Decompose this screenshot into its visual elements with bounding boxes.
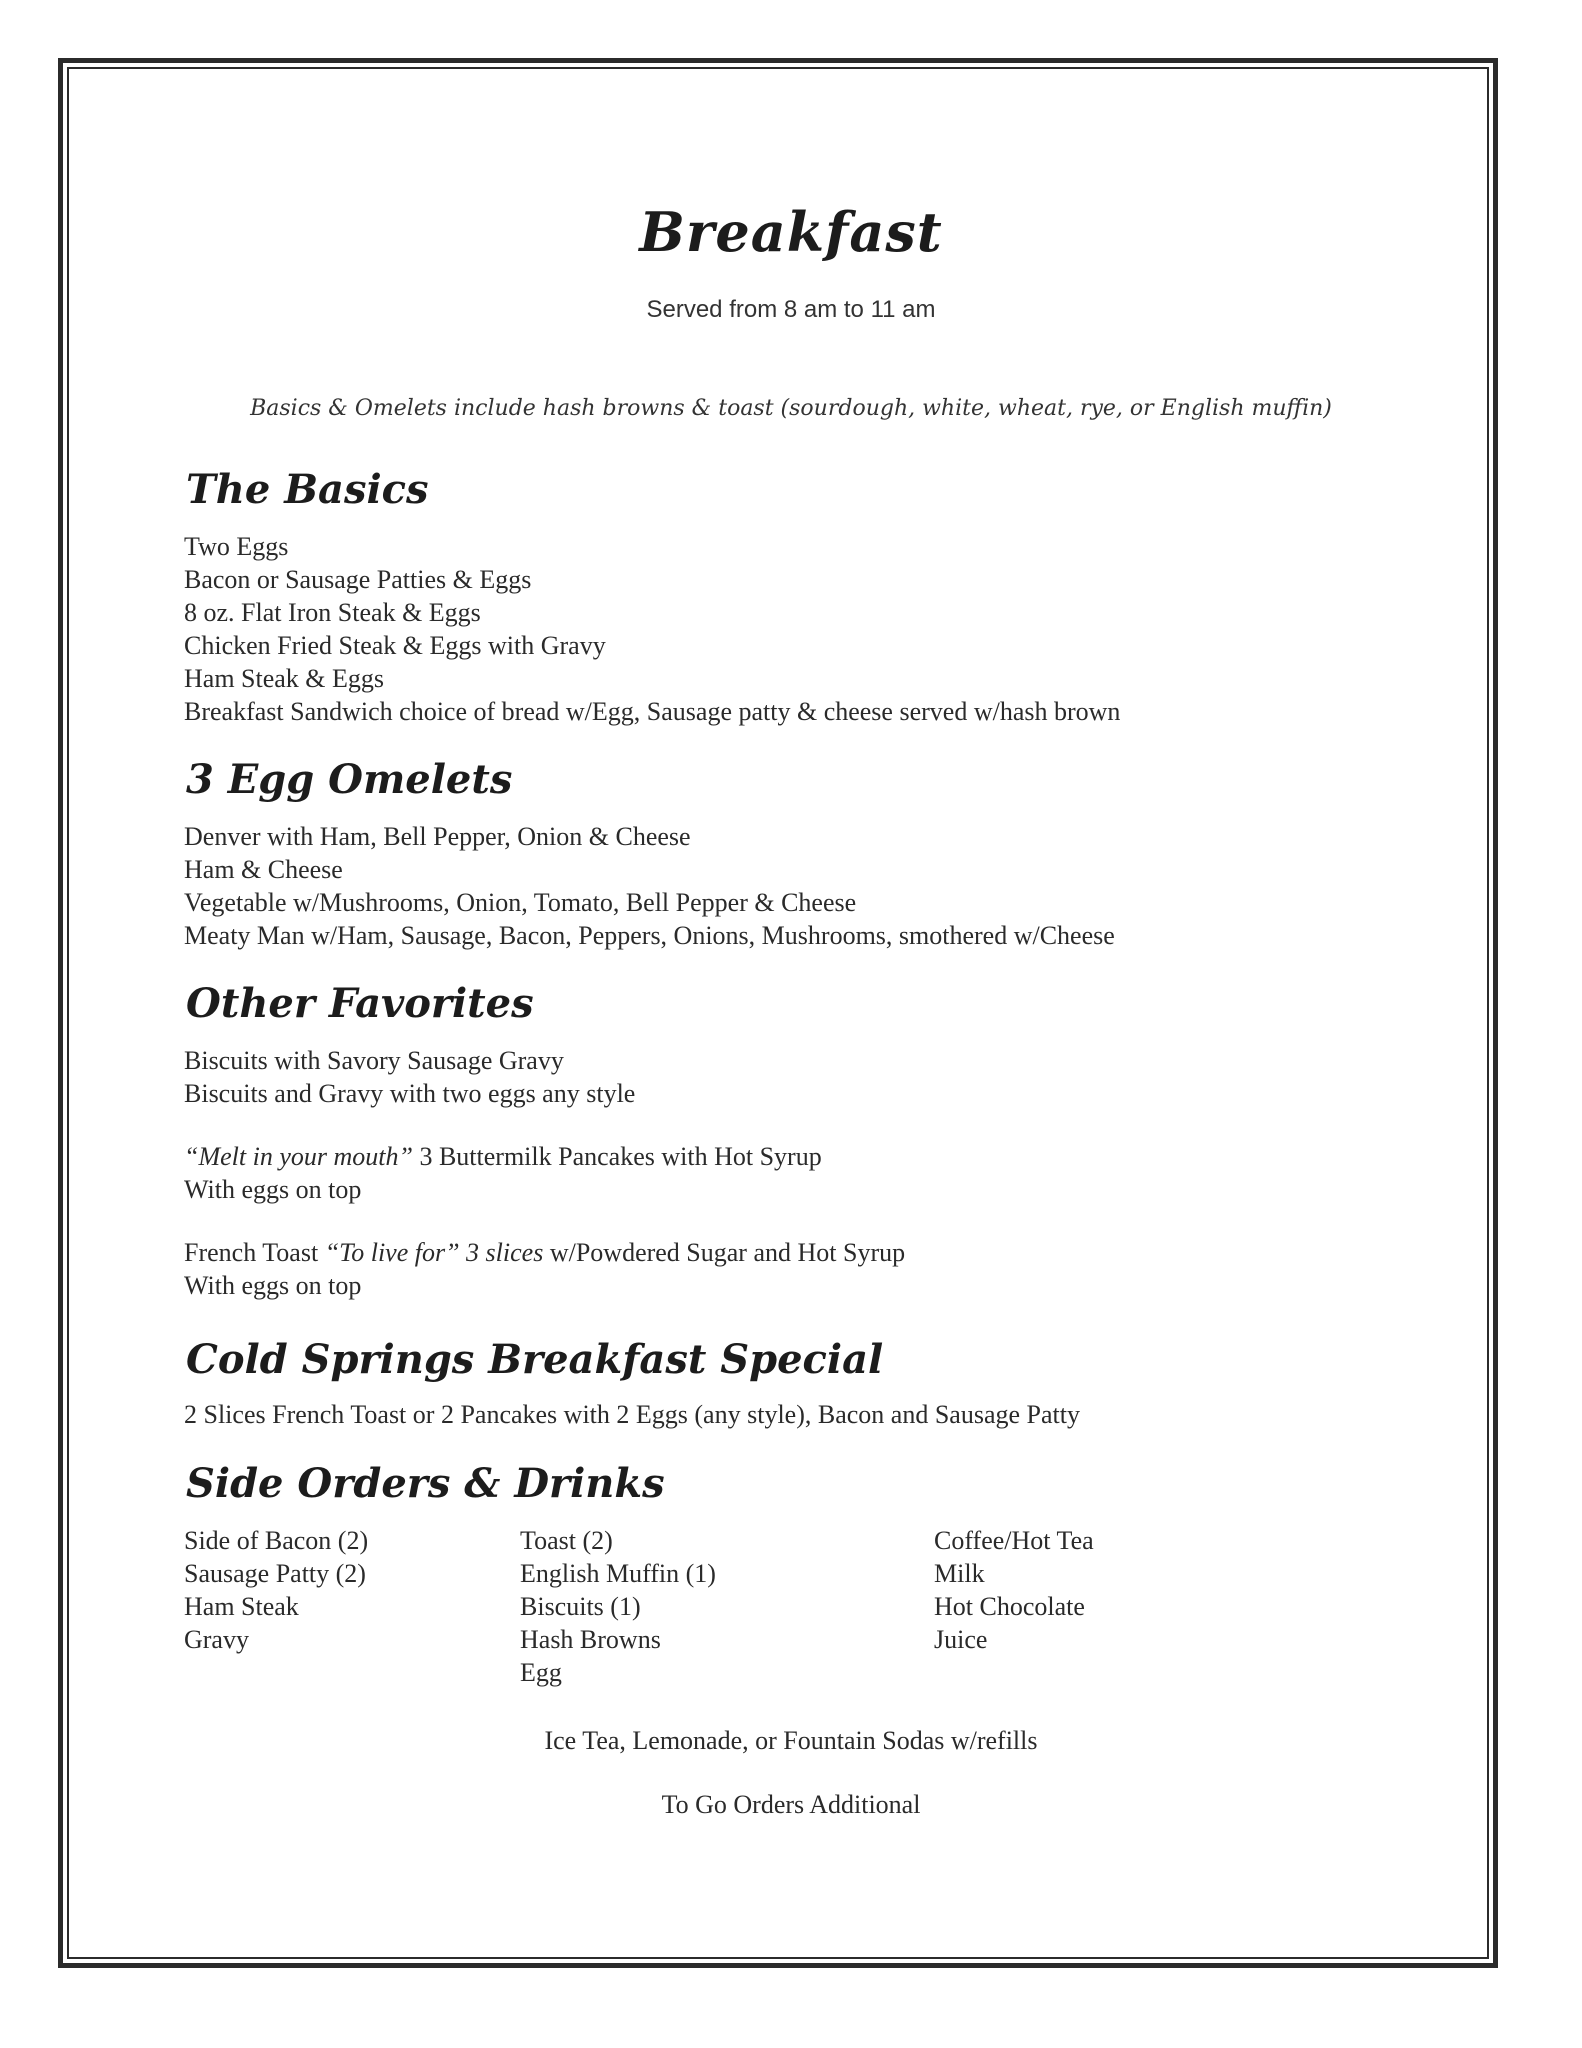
list-item: Breakfast Sandwich choice of bread w/Egg, Sausage patty & cheese served w/hash brown [184, 697, 1121, 726]
list-item: Ham & Cheese [184, 855, 343, 884]
favorites-pancakes [184, 1140, 822, 1206]
list-item: Hot Chocolate [934, 1592, 1085, 1621]
list-item: Hash Browns [520, 1625, 661, 1654]
drinks-column [934, 1524, 1094, 1656]
list-item: Coffee/Hot Tea [934, 1526, 1094, 1555]
list-item: English Muffin (1) [520, 1559, 716, 1588]
list-item: Egg [520, 1658, 562, 1687]
list-item: Sausage Patty (2) [184, 1559, 366, 1588]
favorites-biscuits [184, 1044, 635, 1110]
basics-list [184, 530, 1120, 728]
list-item: Juice [934, 1625, 988, 1654]
toast-quote: “To live for” 3 slices [324, 1238, 544, 1267]
list-item: Gravy [184, 1625, 249, 1654]
served-hours: Served from 8 am to 11 am [646, 296, 936, 323]
pancakes-text: 3 Buttermilk Pancakes with Hot Syrup [412, 1142, 822, 1171]
list-item: With eggs on top [184, 1175, 362, 1204]
includes-note: Basics & Omelets include hash browns & toast (sourdough, white, wheat, rye, or English muffin) [250, 396, 1332, 421]
special-description: 2 Slices French Toast or 2 Pancakes with 2 Eggs (any style), Bacon and Sausage Patty [184, 1400, 1080, 1429]
list-item: Toast (2) [520, 1526, 613, 1555]
list-item: Ham Steak & Eggs [184, 664, 385, 693]
list-item: 8 oz. Flat Iron Steak & Eggs [184, 598, 481, 627]
list-item: Biscuits (1) [520, 1592, 641, 1621]
omelets-heading: 3 Egg Omelets [186, 756, 513, 803]
list-item: Bacon or Sausage Patties & Eggs [184, 565, 532, 594]
list-item: Vegetable w/Mushrooms, Onion, Tomato, Bell Pepper & Cheese [184, 888, 857, 917]
pancakes-quote: “Melt in your mouth” [184, 1142, 413, 1171]
list-item [184, 1236, 905, 1269]
menu-title: Breakfast [639, 200, 943, 264]
list-item: Chicken Fried Steak & Eggs with Gravy [184, 631, 606, 660]
to-go-note: To Go Orders Additional [661, 1790, 921, 1819]
list-item: Biscuits with Savory Sausage Gravy [184, 1046, 564, 1075]
list-item [184, 1140, 822, 1173]
list-item: Biscuits and Gravy with two eggs any style [184, 1079, 636, 1108]
list-item: Ham Steak [184, 1592, 299, 1621]
list-item: Denver with Ham, Bell Pepper, Onion & Cheese [184, 822, 691, 851]
toast-text-rest: w/Powdered Sugar and Hot Syrup [543, 1238, 906, 1267]
favorites-french-toast [184, 1236, 905, 1302]
drinks-refills-line: Ice Tea, Lemonade, or Fountain Sodas w/refills [544, 1726, 1038, 1755]
list-item: With eggs on top [184, 1271, 362, 1300]
favorites-heading: Other Favorites [186, 980, 534, 1027]
sides-column-1 [184, 1524, 368, 1656]
omelets-list [184, 820, 1115, 952]
list-item: Side of Bacon (2) [184, 1526, 369, 1555]
special-heading: Cold Springs Breakfast Special [186, 1336, 884, 1383]
sides-heading: Side Orders & Drinks [186, 1460, 665, 1507]
basics-heading: The Basics [186, 466, 429, 513]
list-item: Milk [934, 1559, 985, 1588]
sides-column-2 [520, 1524, 716, 1689]
toast-text-start: French Toast [184, 1238, 325, 1267]
list-item: Meaty Man w/Ham, Sausage, Bacon, Peppers, Onions, Mushrooms, smothered w/Cheese [184, 921, 1115, 950]
list-item: Two Eggs [184, 532, 289, 561]
